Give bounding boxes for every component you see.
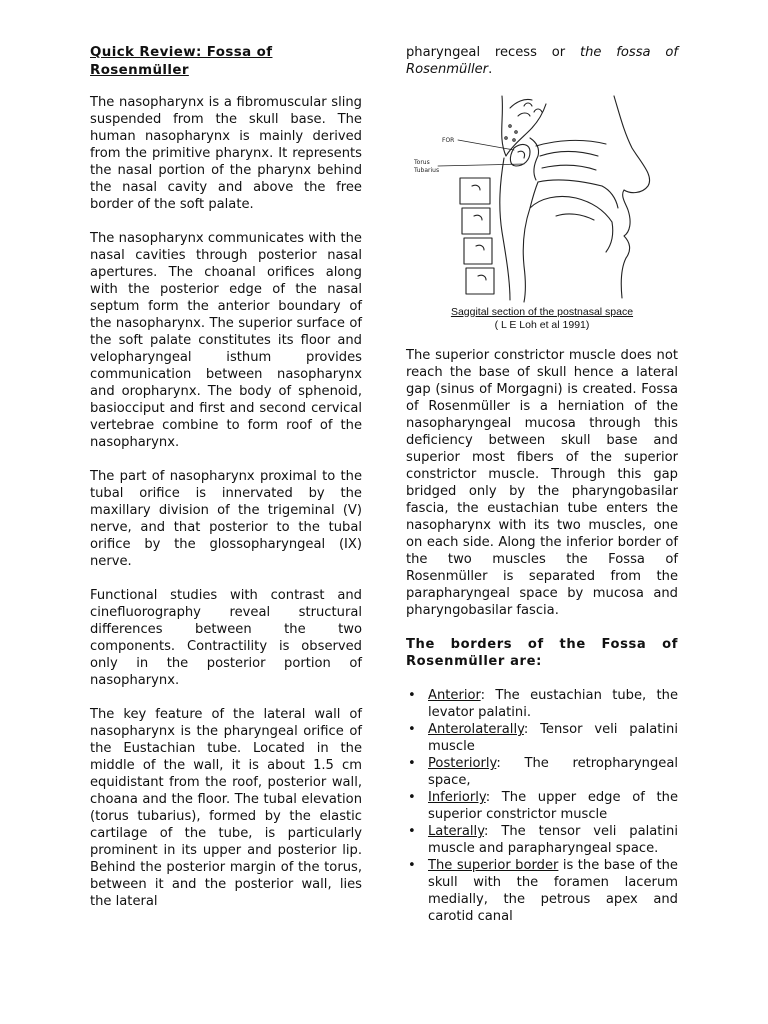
- bullet-icon: •: [408, 756, 416, 771]
- border-term: The superior border: [428, 858, 559, 873]
- nasopharynx-diagram: [406, 86, 678, 306]
- borders-heading: The borders of the Fossa of Rosenmüller are:: [406, 637, 678, 669]
- caption-line-1: Saggital section of the postnasal space: [450, 306, 634, 318]
- list-item: [406, 857, 678, 925]
- border-term: Anterolaterally: [428, 722, 524, 737]
- border-term: Inferiorly: [428, 790, 486, 805]
- label-for: FOR: [442, 137, 455, 144]
- border-description: : Tensor veli palatini muscle: [428, 722, 678, 754]
- paragraph-lateral-wall: The key feature of the lateral wall of nasopharynx is the pharyngeal orifice of the Eustachian tube. Located in the middle of the wall, it is about 1.5 cm equidistant from the roof, posterior wall, choana and the floor. The tubal elevation (torus tubarius), formed by the elastic cartilage of the tube, is particularly prominent in its upper and posterior lip. Behind the posterior margin of the torus, between it and the posterior wall, lies the lateral: [90, 707, 362, 909]
- article-title: [90, 44, 362, 80]
- title-line-1: Quick Review: Fossa of: [90, 45, 273, 60]
- border-description: is the base of the skull with the foramen lacerum medially, the petrous apex and carotid canal: [428, 858, 678, 924]
- border-description: : The eustachian tube, the levator palatini.: [428, 688, 678, 720]
- list-item: [406, 687, 678, 721]
- list-item: [406, 823, 678, 857]
- continuation-text: pharyngeal recess or the fossa of Rosenmüller.: [406, 45, 678, 77]
- caption-line-2: ( L E Loh et al 1991): [494, 319, 590, 331]
- bullet-icon: •: [408, 824, 416, 839]
- list-item: [406, 721, 678, 755]
- borders-list: [406, 687, 678, 925]
- list-item: [406, 755, 678, 789]
- border-term: Anterior: [428, 688, 481, 703]
- border-term: Posteriorly: [428, 756, 497, 771]
- paragraph-intro: The nasopharynx is a fibromuscular sling suspended from the skull base. The human nasopharynx is mainly derived from the primitive pharynx. It represents the nasal portion of the pharynx behind the nasal cavity and above the free border of the soft palate.: [90, 95, 362, 212]
- bullet-icon: •: [408, 722, 416, 737]
- border-term: Laterally: [428, 824, 484, 839]
- bullet-icon: •: [408, 688, 416, 703]
- border-description: : The tensor veli palatini muscle and parapharyngeal space.: [428, 824, 678, 856]
- paragraph-innervation: The part of nasopharynx proximal to the tubal orifice is innervated by the maxillary division of the trigeminal (V) nerve, and that posterior to the tubal orifice by the glossopharyngeal (IX) nerve.: [90, 469, 362, 569]
- left-column: [90, 44, 362, 910]
- sagittal-section-figure: [406, 86, 678, 306]
- right-column: [406, 44, 678, 925]
- paragraph-functional-studies: Functional studies with contrast and cinefluorography reveal structural differences between the two components. Contractility is observed only in the posterior portion of nasopharynx.: [90, 588, 362, 688]
- bullet-icon: •: [408, 790, 416, 805]
- border-description: : The upper edge of the superior constrictor muscle: [428, 790, 678, 822]
- title-line-2: Rosenmüller: [90, 63, 189, 78]
- bullet-icon: •: [408, 858, 416, 873]
- paragraph-boundaries: The nasopharynx communicates with the nasal cavities through posterior nasal apertures. The choanal orifices along with the posterior edge of the nasal septum form the anterior boundary of the nasopharynx. The superior surface of the soft palate constitutes its floor and velopharyngeal isthum provides communication between nasopharynx and oropharynx. The body of sphenoid, basiocciput and first and second cervical vertebrae combine to form roof of the nasopharynx.: [90, 231, 362, 450]
- paragraph-superior-constrictor: The superior constrictor muscle does not reach the base of skull hence a lateral gap (sinus of Morgagni) is created. Fossa of Rosenmüller is a herniation of the nasopharyngeal mucosa through this deficiency between skull base and superior most fibers of the superior constrictor muscle. Through this gap bridged only by the pharyngobasilar fascia, the eustachian tube enters the nasopharynx with its two muscles, one on each side. Along the inferior border of the two muscles the Fossa of Rosenmüller is separated from the parapharyngeal space by mucosa and pharyngobasilar fascia.: [406, 348, 678, 618]
- label-torus: Torus: [414, 159, 430, 166]
- figure-caption: [406, 306, 678, 332]
- label-tubarius: Tubarius: [414, 167, 440, 174]
- border-description: : The retropharyngeal space,: [428, 756, 678, 788]
- list-item: [406, 789, 678, 823]
